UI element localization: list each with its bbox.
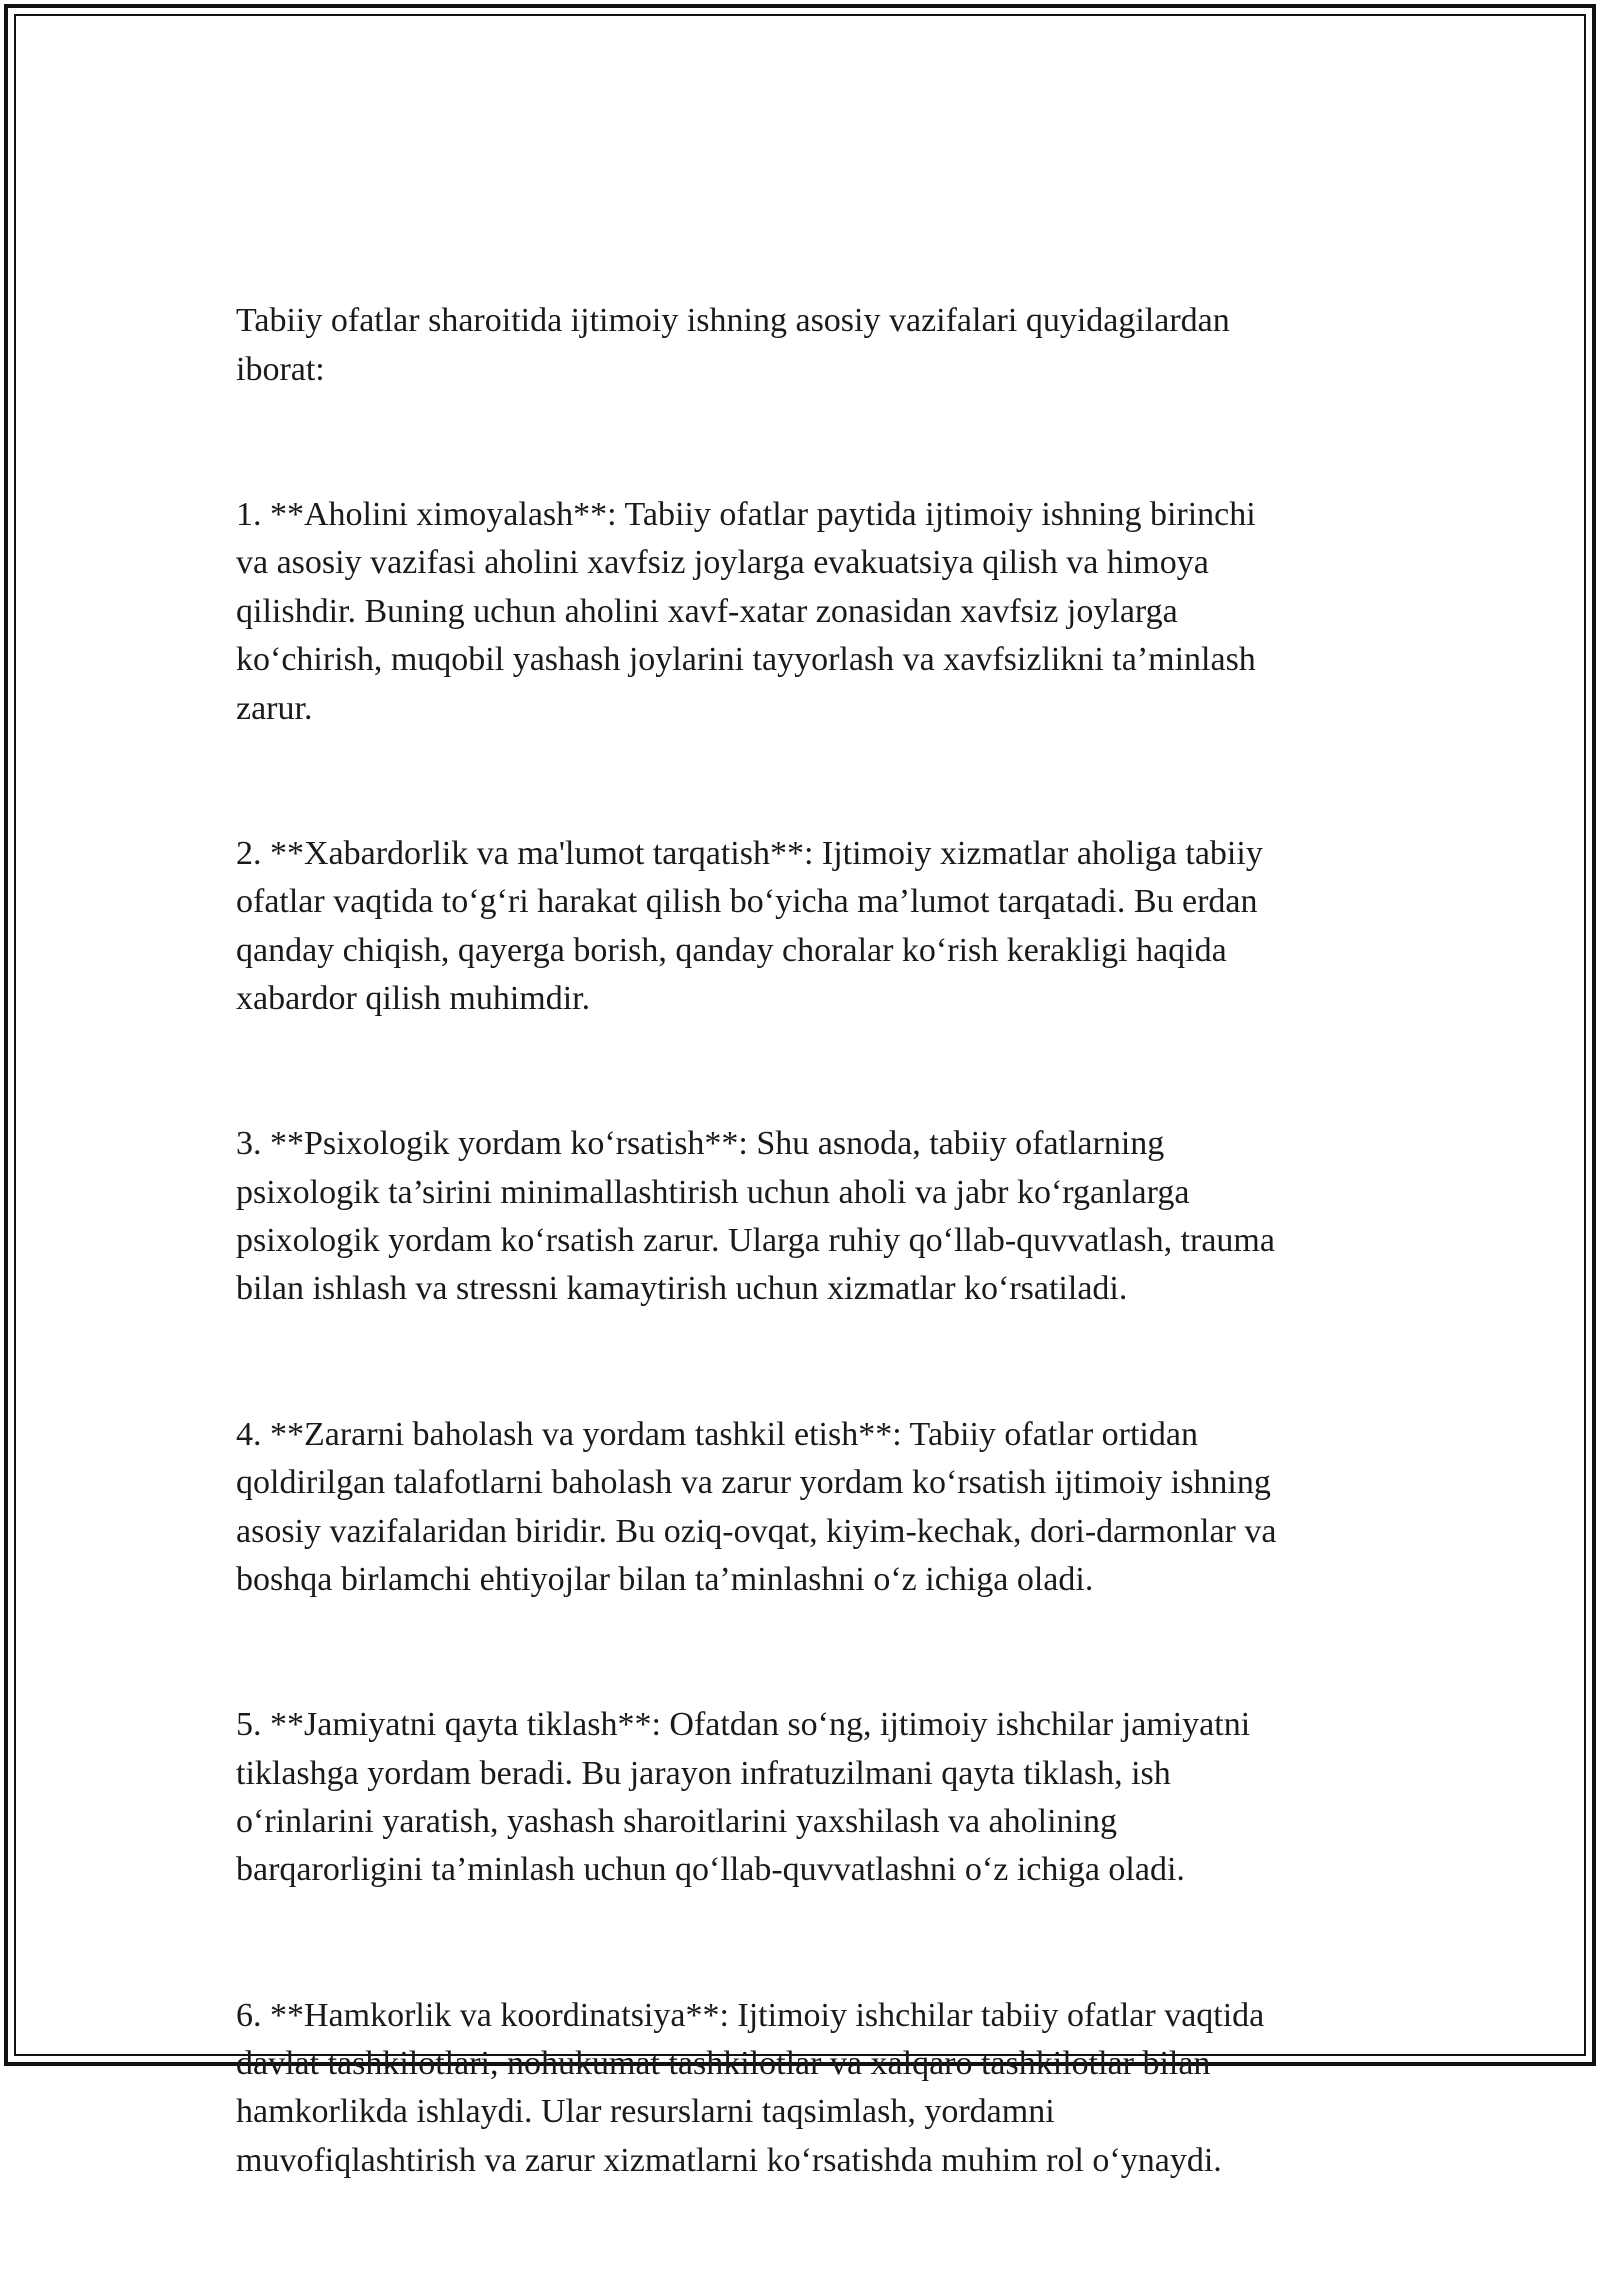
list-item: 2. **Xabardorlik va ma'lumot tarqatish**: Ijtimoiy xizmatlar aholiga tabiiy ofatlar vaqtida to‘g‘ri harakat qilish bo‘yicha ma’lumot tarqatadi. Bu erdan qanday chiqish, qayerga borish, qanday choralar ko‘rish kerakligi haqida xabardor qilish muhimdir. — [236, 834, 1263, 1018]
list-item: 3. **Psixologik yordam ko‘rsatish**: Shu asnoda, tabiiy ofatlarning psixologik ta’sirini minimallashtirish uchun aholi va jabr ko‘rganlarga psixologik yordam ko‘rsatish zarur. Ularga ruhiy qo‘llab-quvvatlash, trauma bilan ishlash va stressni kamaytirish uchun xizmatlar ko‘rsatiladi. — [236, 1125, 1275, 1308]
list-item: 5. **Jamiyatni qayta tiklash**: Ofatdan so‘ng, ijtimoiy ishchilar jamiyatni tiklashga yordam beradi. Bu jarayon infratuzilmani qayta tiklash, ish o‘rinlarini yaratish, yashash sharoitlarini yaxshilash va aholining barqarorligini ta’minlash uchun qo‘llab-quvvatlashni o‘z ichiga oladi. — [236, 1706, 1251, 1889]
list-item: 4. **Zararni baholash va yordam tashkil etish**: Tabiiy ofatlar ortidan qoldirilgan talafotlarni baholash va zarur yordam ko‘rsatish ijtimoiy ishning asosiy vazifalaridan biridir. Bu oziq-ovqat, kiyim-kechak, dori-darmonlar va boshqa birlamchi ehtiyojlar bilan ta’minlashni o‘z ichiga oladi. — [236, 1415, 1277, 1598]
intro-paragraph: Tabiiy ofatlar sharoitida ijtimoiy ishning asosiy vazifalari quyidagilardan iborat: — [236, 302, 1230, 388]
list-item: 6. **Hamkorlik va koordinatsiya**: Ijtimoiy ishchilar tabiiy ofatlar vaqtida davlat tashkilotlari, nohukumat tashkilotlar va xalqaro tashkilotlar bilan hamkorlikda ishlaydi. Ular resurslarni taqsimlash, yordamni muvofiqlashtirish va zarur xizmatlarni ko‘rsatishda muhim rol o‘ynaydi. — [236, 1996, 1265, 2179]
list-item: 1. **Aholini ximoyalash**: Tabiiy ofatlar paytida ijtimoiy ishning birinchi va asosiy vazifasi aholini xavfsiz joylarga evakuatsiya qilish va himoya qilishdir. Buning uchun aholini xavf-xatar zonasidan xavfsiz joylarga ko‘chirish, muqobil yashash joylarini tayyorlash va xavfsizlikni ta’minlash zarur. — [236, 496, 1256, 727]
document-body — [236, 249, 1386, 2282]
